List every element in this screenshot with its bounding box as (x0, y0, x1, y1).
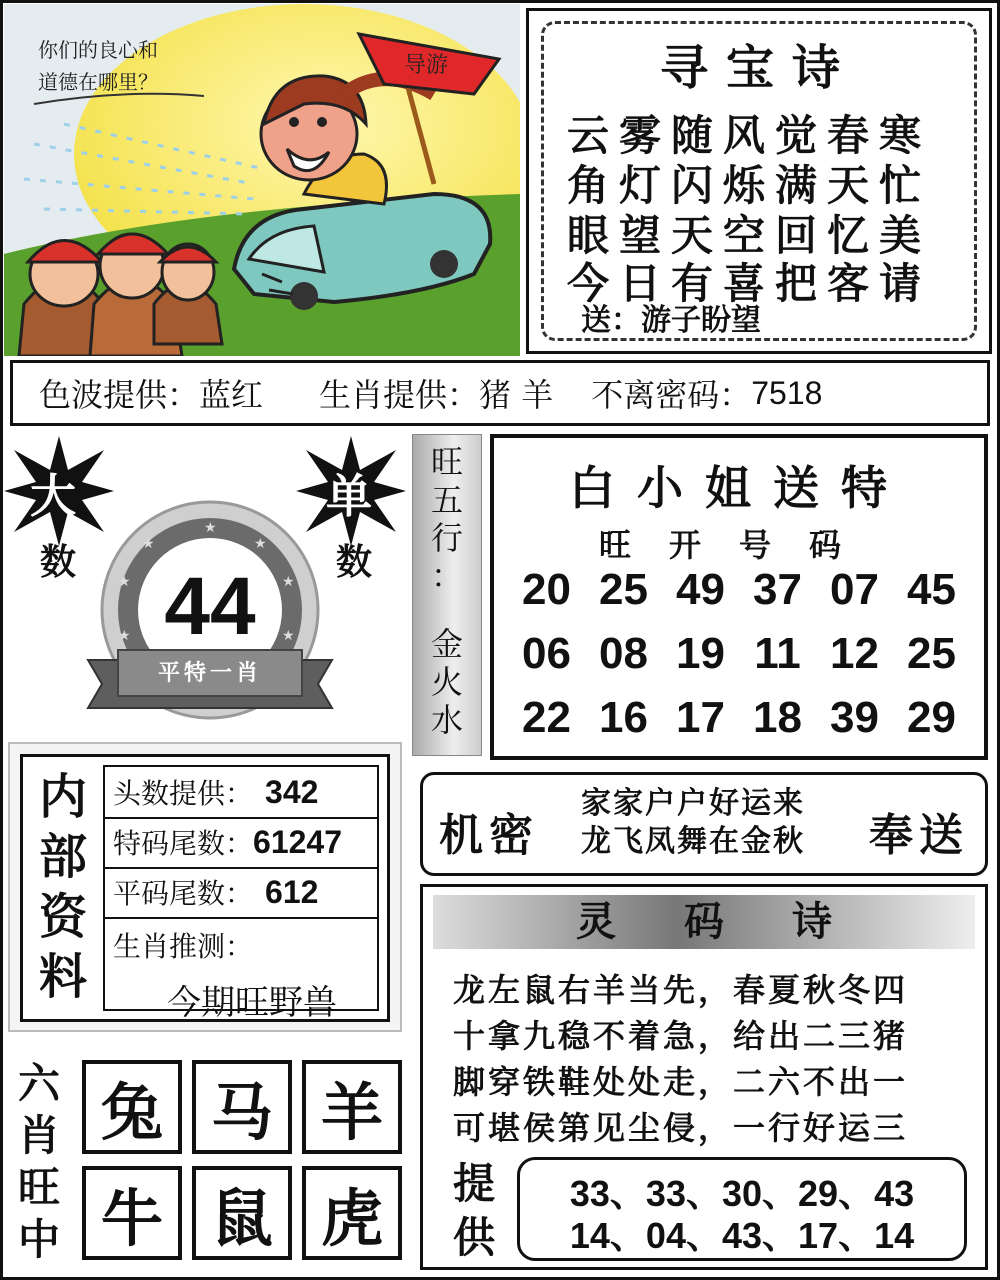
internal-info-box (20, 754, 390, 1022)
special-tail-row (105, 817, 377, 869)
label-char: 供 (453, 1213, 496, 1262)
lucky-number: 39 (830, 693, 879, 742)
ling-ma-title: 灵码诗 (433, 895, 975, 949)
label-char: 部 (38, 829, 87, 885)
label-char: 提 (453, 1159, 496, 1208)
code-label: 不离密码： (591, 376, 752, 414)
row-value: 61247 (253, 823, 342, 860)
flag-text: 导游 (404, 53, 449, 78)
secret-verse (581, 785, 805, 861)
svg-text:★: ★ (204, 520, 217, 536)
label-char: 料 (38, 949, 87, 1005)
row-label: 头数提供： (113, 777, 254, 810)
odd-star-text: 单 (326, 469, 372, 523)
five-elements-column (412, 434, 482, 756)
value-char: 金 (430, 625, 463, 663)
provide-label (453, 1157, 496, 1265)
label-char: ： (430, 557, 463, 595)
label-char: 中 (17, 1215, 60, 1264)
svg-text:★: ★ (282, 574, 295, 590)
lady-subtitle: 旺开号码 (598, 526, 879, 564)
poem-sign: 送：游子盼望 (581, 303, 761, 338)
head-number-row (105, 767, 377, 819)
label-char: 内 (38, 769, 87, 825)
zodiac-guess-row (105, 917, 377, 1021)
speech-bubble (38, 34, 158, 98)
ling-ma-line: 脚穿铁鞋处处走，二六不出一 (453, 1063, 909, 1101)
label-char: 五 (430, 481, 463, 519)
poem-line: 眼望天空回忆美 (567, 211, 932, 260)
ling-ma-poem-box (420, 884, 988, 1270)
row-label: 特码尾数： (113, 827, 254, 860)
svg-text:★: ★ (118, 574, 131, 590)
label-char: 旺 (430, 443, 463, 481)
lady-title: 白小姐送特 (569, 461, 909, 515)
row-value: 342 (265, 773, 319, 810)
ribbon-text: 平特一肖 (157, 660, 262, 686)
five-elements-values (413, 625, 481, 739)
svg-text:★: ★ (282, 628, 295, 644)
lucky-number: 18 (753, 693, 802, 742)
label-char: 肖 (17, 1111, 60, 1160)
lucky-number: 49 (676, 565, 725, 614)
svg-text:★: ★ (118, 628, 131, 644)
label-char: 旺 (17, 1163, 60, 1212)
lucky-number: 25 (907, 629, 956, 678)
zodiac-cell: 马 (192, 1060, 292, 1154)
ling-ma-line: 十拿九稳不着急，给出二三猪 (453, 1017, 909, 1055)
provide-row-1: 33、33、30、29、43 (569, 1173, 915, 1214)
speech-line-2: 道德在哪里？ (38, 70, 158, 94)
six-zodiac-label (14, 1058, 64, 1266)
poem-line: 云雾随风觉春寒 (567, 111, 932, 160)
zodiac-cell: 兔 (82, 1060, 182, 1154)
ling-ma-line: 龙左鼠右羊当先，春夏秋冬四 (453, 971, 909, 1009)
lucky-number: 08 (599, 629, 648, 678)
lucky-number: 19 (676, 629, 725, 678)
secret-left-label: 机密 (439, 810, 539, 861)
provide-row-2: 14、04、43、17、14 (569, 1215, 915, 1256)
lucky-number: 11 (754, 629, 801, 678)
info-bar (10, 360, 990, 426)
secret-line: 龙飞凤舞在金秋 (581, 824, 805, 859)
lady-numbers-box (490, 434, 988, 760)
poem-line: 角灯闪烁满天忙 (567, 161, 932, 210)
treasure-poem-box (526, 8, 992, 354)
zodiac-cell: 鼠 (192, 1166, 292, 1260)
color-wave-value: 蓝红 (199, 376, 264, 414)
secret-line: 家家户户好运来 (581, 786, 805, 821)
value-char: 水 (430, 701, 463, 739)
secret-right-label: 奉送 (869, 810, 969, 861)
row-value: 612 (265, 873, 319, 910)
svg-text:★: ★ (142, 536, 155, 552)
five-elements-label (413, 443, 481, 595)
color-wave-label: 色波提供： (39, 376, 200, 414)
speech-line-1: 你们的良心和 (38, 38, 158, 62)
lucky-number: 20 (522, 565, 571, 614)
lucky-number: 22 (522, 693, 571, 742)
zodiac-cell: 虎 (302, 1166, 402, 1260)
lucky-number: 25 (599, 565, 648, 614)
provide-numbers-box (517, 1157, 967, 1261)
lucky-number: 16 (599, 693, 648, 742)
lucky-number: 12 (830, 629, 879, 678)
code-value: 7518 (751, 374, 823, 411)
lucky-number: 45 (907, 565, 956, 614)
odd-star-sub: 数 (336, 541, 373, 583)
ling-ma-line: 可堪侯第见尘侵，一行好运三 (453, 1109, 909, 1147)
cartoon-illustration (4, 4, 520, 356)
big-star-text: 大 (30, 469, 76, 523)
medal-badge (82, 500, 338, 730)
poem-title: 寻宝诗 (659, 40, 858, 96)
label-char: 资 (38, 889, 87, 945)
workers-shape (19, 234, 222, 356)
svg-text:★: ★ (254, 536, 267, 552)
internal-info-table (103, 765, 379, 1023)
zodiac-cell: 牛 (82, 1166, 182, 1260)
value-char: 火 (430, 663, 463, 701)
big-star-sub: 数 (40, 541, 77, 583)
poem-line: 今日有喜把客请 (567, 259, 932, 308)
row-value: 今期旺野兽 (167, 983, 337, 1023)
label-char: 行 (430, 519, 463, 557)
number-grid (508, 564, 970, 744)
zodiac-cell: 羊 (302, 1060, 402, 1154)
row-label: 生肖推测： (113, 930, 254, 963)
zodiac-value: 猪 羊 (479, 376, 554, 414)
secret-box (420, 772, 988, 876)
internal-info-label (31, 767, 95, 1007)
lucky-number: 07 (830, 565, 879, 614)
row-label: 平码尾数： (113, 877, 254, 910)
label-char: 六 (17, 1059, 60, 1108)
lucky-number: 06 (522, 629, 571, 678)
lucky-number: 37 (753, 565, 802, 614)
zodiac-label: 生肖提供： (319, 376, 480, 414)
lucky-number: 29 (907, 693, 956, 742)
center-number: 44 (164, 561, 256, 652)
lucky-number: 17 (676, 693, 725, 742)
flat-tail-row (105, 867, 377, 919)
